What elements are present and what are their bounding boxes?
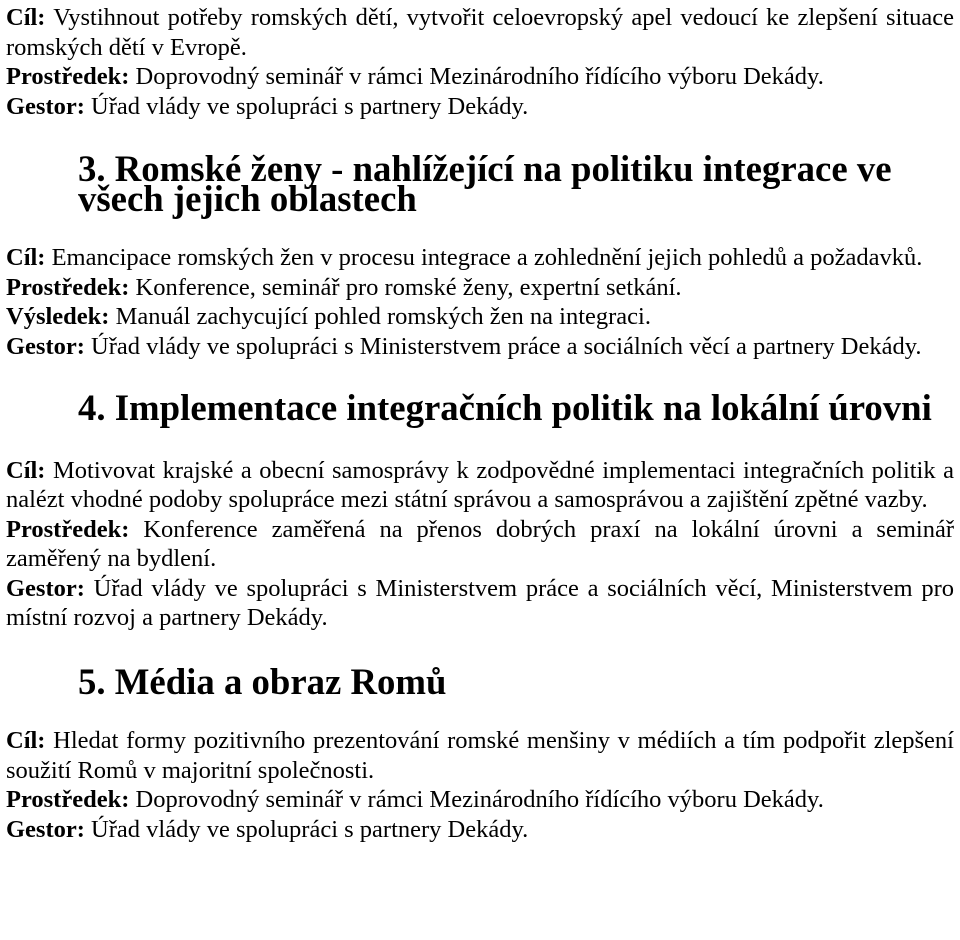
text: Úřad vlády ve spolupráci s Ministerstvem práce a sociálních věcí, Ministerstvem pro místní rozvoj a partnery Dekády. (6, 574, 954, 631)
intro-guarantor (6, 92, 954, 122)
text: Manuál zachycující pohled romských žen na integraci. (109, 303, 651, 330)
label: Cíl: (6, 456, 46, 484)
section-3-goal (6, 243, 954, 273)
label: Prostředek: (6, 273, 130, 301)
label: Cíl: (6, 4, 46, 31)
section-3-heading (6, 148, 954, 219)
label: Gestor: (6, 815, 85, 843)
section-4-block (6, 456, 954, 633)
section-number: 4. (78, 387, 106, 428)
text: Emancipace romských žen v procesu integrace a zohlednění jejich pohledů a požadavků. (45, 244, 923, 271)
text: Konference, seminář pro romské ženy, expertní setkání. (129, 273, 682, 301)
label: Prostředek: (6, 515, 130, 543)
intro-goal (6, 3, 954, 62)
section-3-block (6, 243, 954, 361)
text: Motivovat krajské a obecní samosprávy k zodpovědné implementaci integračních politik a nalézt vhodné podoby spolupráce mezi státní správou a samosprávou a zajištění zpětné vazby. (6, 456, 954, 513)
section-4-means (6, 515, 954, 574)
intro-means (6, 62, 954, 92)
section-4-guarantor (6, 574, 954, 633)
label: Prostředek: (6, 786, 130, 813)
section-5-heading (6, 660, 954, 702)
section-number: 3. (78, 148, 106, 189)
section-number: 5. (78, 660, 106, 702)
section-title: Implementace integračních politik na lokální úrovni (114, 387, 932, 428)
intro-block (6, 0, 954, 121)
label: Gestor: (6, 92, 85, 120)
label: Výsledek: (6, 303, 110, 330)
section-4-goal (6, 456, 954, 515)
text: Hledat formy pozitivního prezentování romské menšiny v médiích a tím podpořit zlepšení soužití Romů v majoritní společnosti. (6, 727, 954, 784)
text: Vystihnout potřeby romských dětí, vytvořit celoevropský apel vedoucí ke zlepšení situace romských dětí v Evropě. (6, 4, 954, 61)
section-3-means (6, 273, 954, 303)
section-5-guarantor (6, 815, 954, 845)
text: Úřad vlády ve spolupráci s partnery Dekády. (84, 92, 529, 120)
section-5-block (6, 726, 954, 844)
text: Úřad vlády ve spolupráci s partnery Dekády. (84, 815, 529, 843)
section-3-result (6, 302, 954, 332)
label: Prostředek: (6, 63, 130, 90)
label: Gestor: (6, 332, 85, 360)
label: Gestor: (6, 574, 85, 602)
label: Cíl: (6, 727, 46, 754)
text: Doprovodný seminář v rámci Mezinárodního řídícího výboru Dekády. (129, 63, 824, 90)
section-5-goal (6, 726, 954, 785)
section-title: Média a obraz Romů (114, 660, 447, 702)
text: Doprovodný seminář v rámci Mezinárodního řídícího výboru Dekády. (129, 786, 824, 813)
text: Konference zaměřená na přenos dobrých praxí na lokální úrovni a seminář zaměřený na bydlení. (6, 515, 954, 572)
text: Úřad vlády ve spolupráci s Ministerstvem práce a sociálních věcí a partnery Dekády. (84, 332, 922, 360)
section-title: Romské ženy - nahlížející na politiku integrace ve všech jejich oblastech (78, 148, 892, 219)
section-4-heading (6, 387, 954, 428)
label: Cíl: (6, 244, 46, 271)
section-5-means (6, 785, 954, 815)
section-3-guarantor (6, 332, 954, 362)
